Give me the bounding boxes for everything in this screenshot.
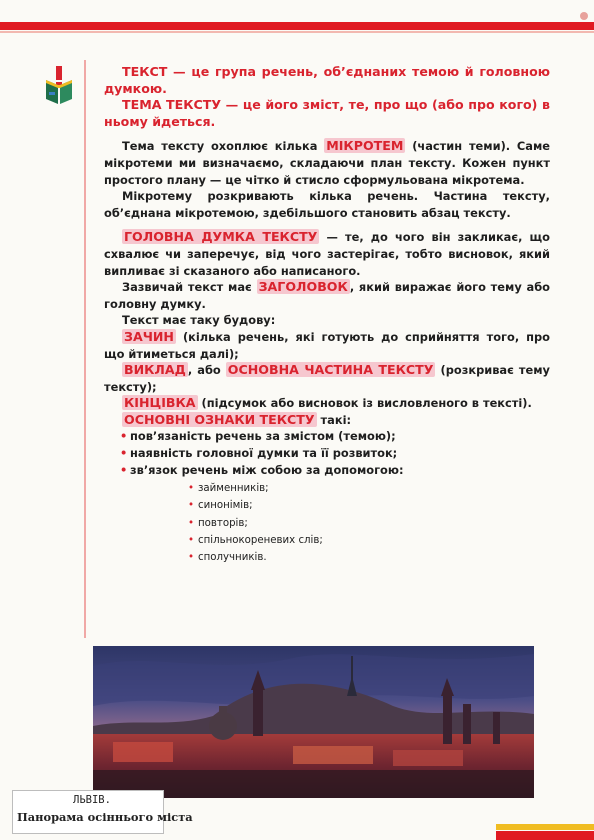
micro-after: (частин теми). Саме мікротеми ми визначаємо, складаючи план тексту. Кожен пункт простого плану — це чітко й стисло сформульована мікротема. <box>104 139 550 187</box>
exclamation-book-icon <box>44 66 74 104</box>
bottom-red-bar <box>496 831 594 840</box>
features-after: такі: <box>316 412 352 427</box>
term-text: ТЕКСТ <box>122 64 168 79</box>
margin-line <box>84 60 86 638</box>
ending-after: (підсумок або висновок із висловленого в тексті). <box>197 396 532 411</box>
list-item: • синонімів; <box>188 497 550 514</box>
top-accent-line <box>0 31 594 33</box>
definition-text-body: — це група речень, об’єднаних темою й головною думкою. <box>104 64 550 96</box>
term-microtopics: МІКРОТЕМ <box>326 138 404 154</box>
main-idea-after: — те, до чого він закликає, що схвалює чи заперечує, від чого застерігає, тобто висновок, який випливає зі сказаного або написаного. <box>104 230 550 278</box>
list-item-text: зв’язок речень між собою за допомогою: <box>130 462 404 477</box>
list-item <box>120 462 550 567</box>
micro-before: Тема тексту охоплює кілька <box>122 139 325 154</box>
page-corner-mark <box>580 12 588 20</box>
title-before: Зазвичай текст має <box>122 280 257 295</box>
list-item: • сполучників. <box>188 549 550 566</box>
theory-text <box>104 64 550 566</box>
title-after: , який виражає його тему або головну думку. <box>104 280 551 311</box>
photo-caption <box>12 790 193 834</box>
features-list <box>104 428 550 566</box>
paragraph-microtopics <box>104 138 550 188</box>
definition-text <box>104 64 550 97</box>
means-list <box>130 480 550 566</box>
term-ending: КІНЦІВКА <box>124 395 196 411</box>
term-features: ОСНОВНІ ОЗНАКИ ТЕКСТУ <box>124 411 315 427</box>
term-title: ЗАГОЛОВОК <box>258 279 348 295</box>
list-item: • займенників; <box>188 480 550 497</box>
paragraph-body <box>104 362 550 395</box>
paragraph-structure-intro: Текст має таку будову: <box>122 313 276 328</box>
intro-after: (кілька речень, які готують до сприйняття того, про що йтиметься далі); <box>104 329 550 361</box>
term-exposition: ВИКЛАД <box>124 362 186 378</box>
definition-topic <box>104 97 550 130</box>
paragraph-intro <box>104 329 550 362</box>
term-main-idea: ГОЛОВНА ДУМКА ТЕКСТУ <box>124 229 318 245</box>
paragraph-microtopic-paragraph: Мікротему розкривають кілька речень. Частина тексту, об’єднана мікротемою, здебільшого становить абзац тексту. <box>104 189 550 220</box>
term-main-part: ОСНОВНА ЧАСТИНА ТЕКСТУ <box>227 362 434 378</box>
paragraph-main-idea <box>104 229 550 279</box>
caption-description: Панорама осіннього міста <box>17 810 193 824</box>
paragraph-features <box>104 412 550 429</box>
body-mid: , або <box>187 363 226 378</box>
list-item: • наявність головної думки та її розвиток; <box>120 445 550 462</box>
caption-city: ЛЬВІВ. <box>73 794 111 806</box>
term-topic: ТЕМА ТЕКСТУ <box>122 97 222 113</box>
paragraph-title <box>104 279 550 312</box>
term-intro: ЗАЧИН <box>124 328 174 344</box>
definition-topic-body: — це його зміст, те, про що (або про кого) в ньому йдеться. <box>104 97 550 129</box>
list-item: • повторів; <box>188 515 550 532</box>
top-red-bar <box>0 22 594 30</box>
list-item: • спільнокореневих слів; <box>188 532 550 549</box>
bottom-yellow-bar <box>496 824 594 830</box>
body-after: (розкриває тему тексту); <box>104 363 550 394</box>
paragraph-ending <box>104 395 550 412</box>
city-panorama-photo <box>93 646 534 798</box>
list-item: • пов’язаність речень за змістом (темою); <box>120 428 550 445</box>
